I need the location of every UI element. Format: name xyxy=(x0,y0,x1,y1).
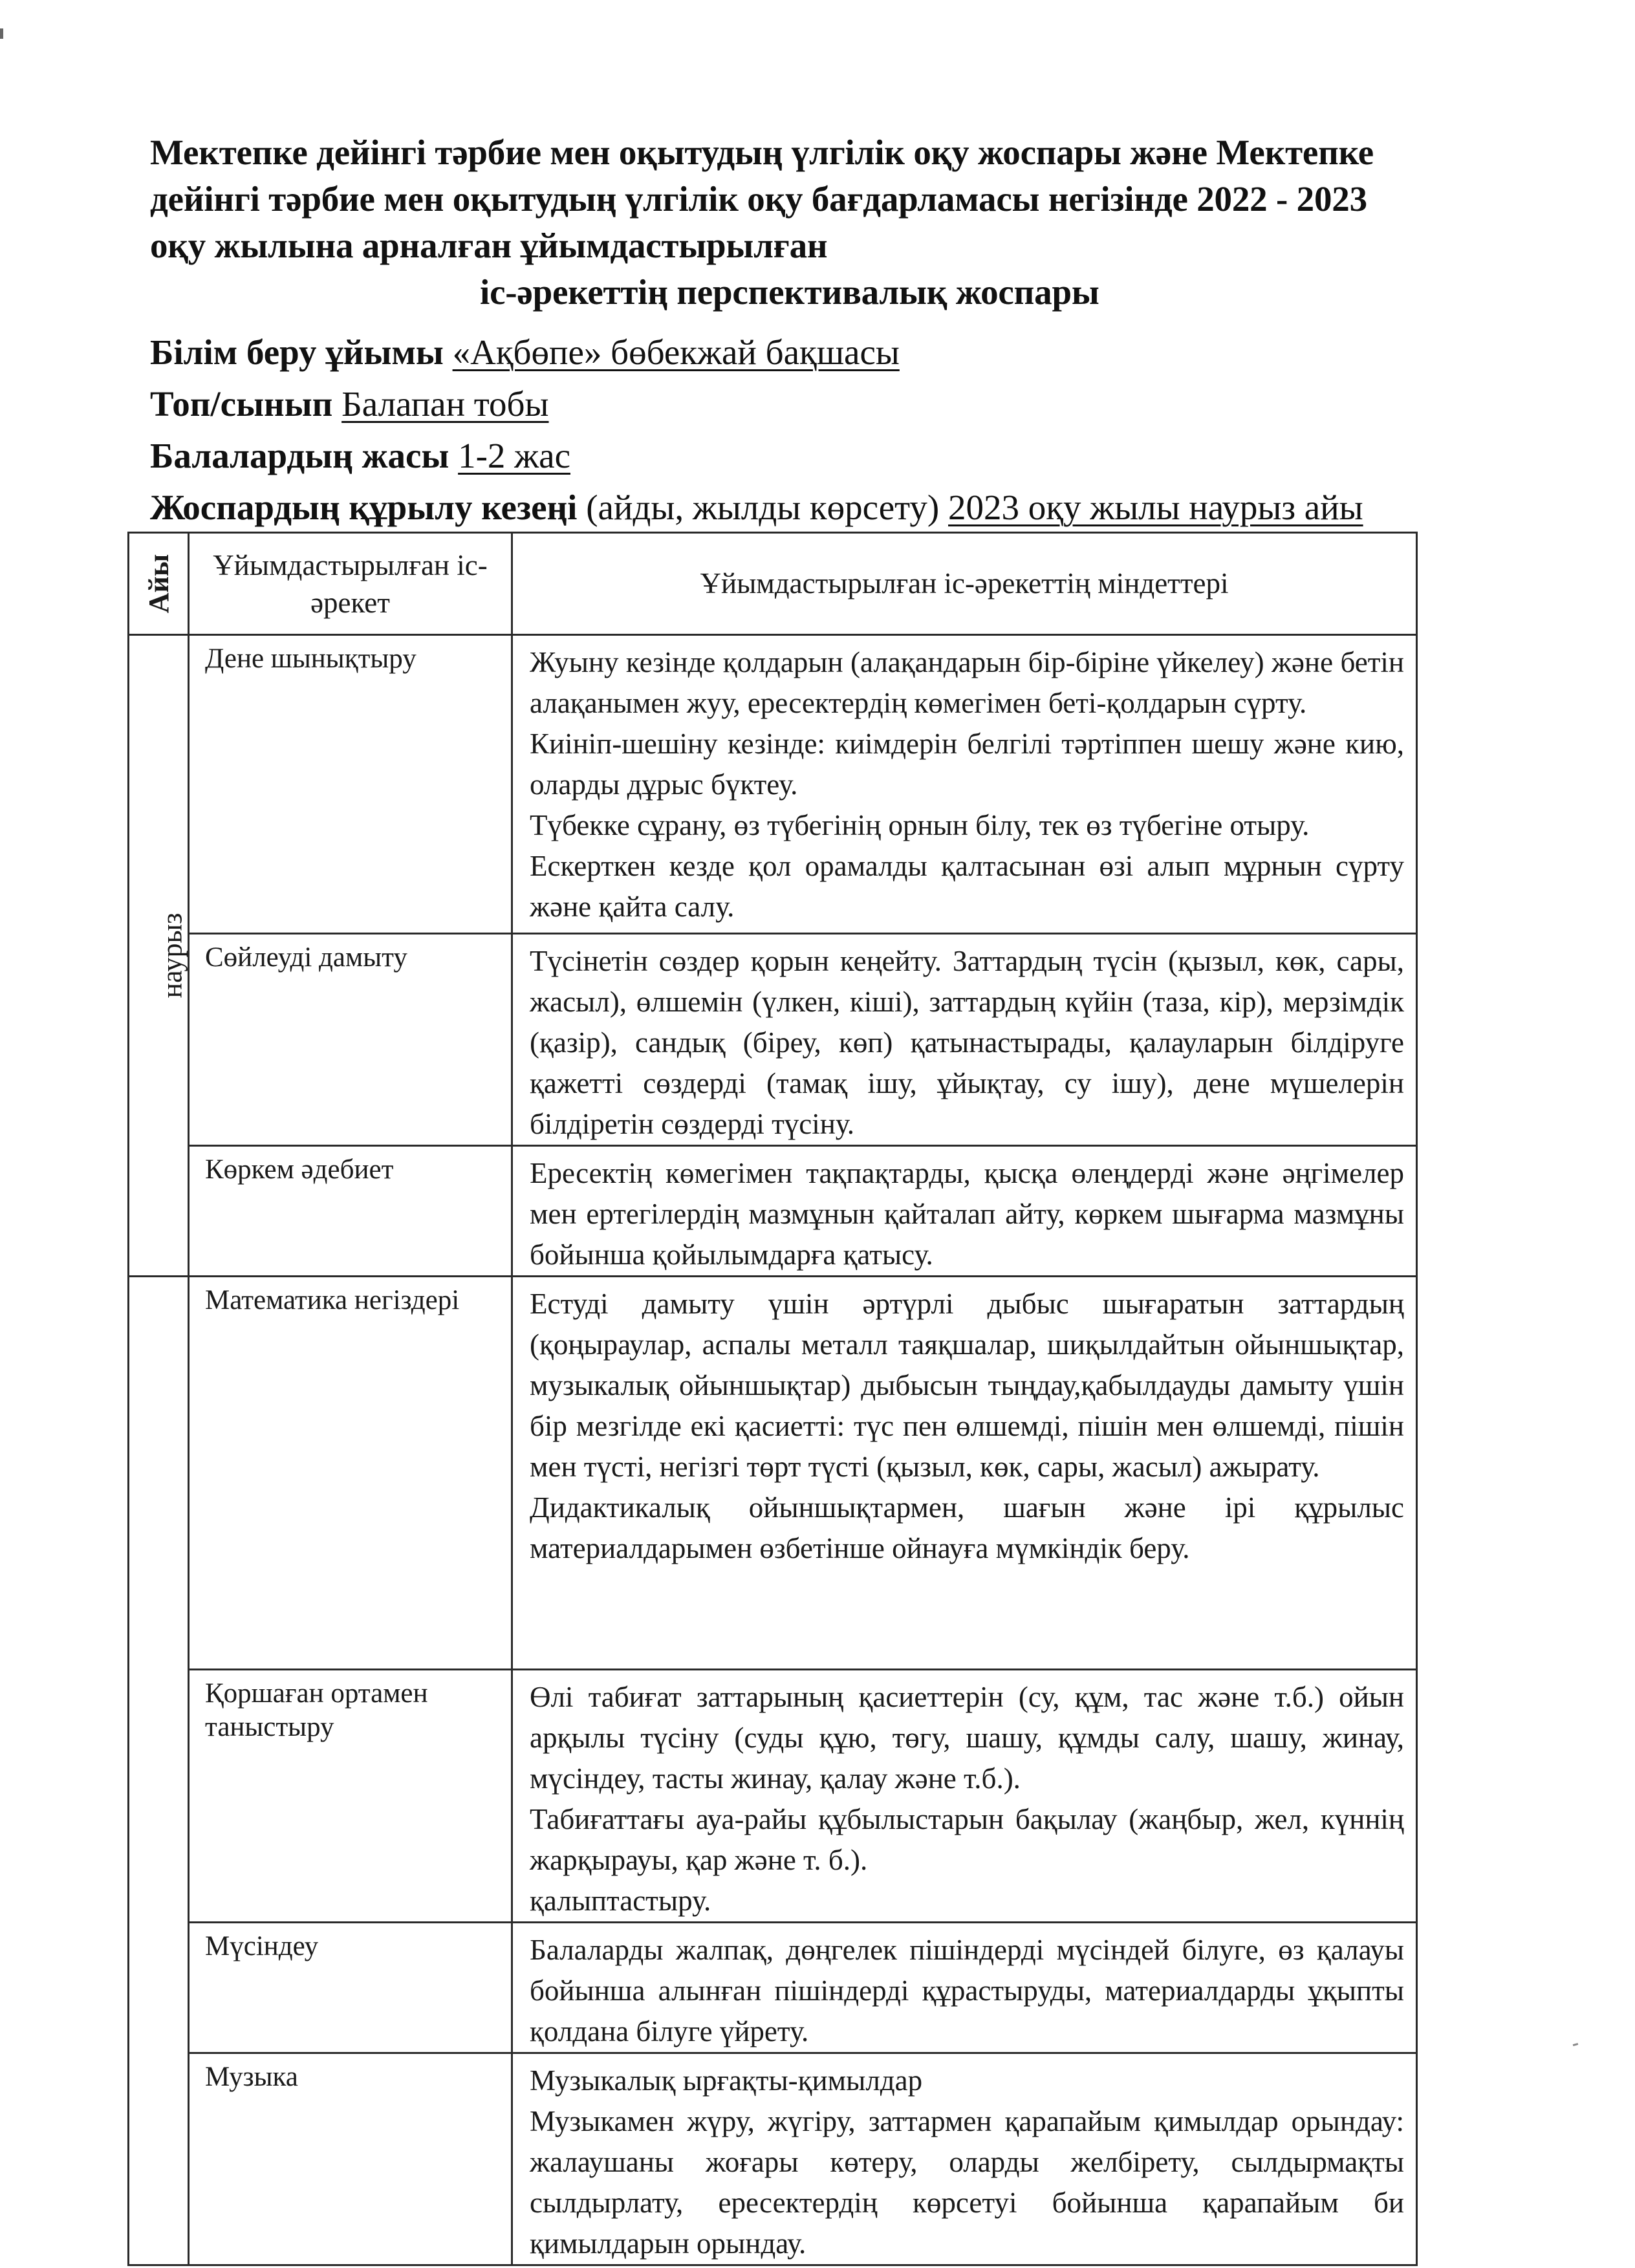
tasks-cell xyxy=(512,1277,1417,1670)
organization-label: Білім беру ұйымы xyxy=(150,332,444,372)
group-label: Топ/сынып xyxy=(150,384,333,424)
meta-age xyxy=(150,435,570,477)
task-paragraph: Ескерткен кезде қол орамалды қалтасынан өзі алып мұрнын сүрту және қайта салу. xyxy=(530,850,1404,923)
tasks-cell xyxy=(512,1670,1417,1923)
period-label: Жоспардың құрылу кезеңі xyxy=(150,488,578,527)
task-paragraph: Өлі табиғат заттарының қасиеттерін (су, құм, тас және т.б.) ойын арқылы түсіну (суды құю, төгу, шашу, құмды салу, шашу, жинау, мүсіндеу, тасты жинау, қалау және т.б.). xyxy=(530,1681,1404,1795)
activity-cell: Дене шынықтыру xyxy=(189,635,512,934)
task-paragraph: Жуыну кезінде қолдарын (алақандарын бір-біріне үйкелеу) және бетін алақанымен жуу, ересектердің көмегімен беті-қолдарын сүрту. xyxy=(530,646,1404,719)
tasks-cell xyxy=(512,2053,1417,2265)
title-center-line: іс-әрекеттің перспективалық жоспары xyxy=(480,272,1099,312)
header-month: Айы xyxy=(129,533,189,635)
title-line: оқу жылына арналған ұйымдастырылған xyxy=(150,226,828,265)
activity-cell: Көркем әдебиет xyxy=(189,1146,512,1277)
task-paragraph: Естуді дамыту үшін әртүрлі дыбыс шығаратын заттардың (қоңыраулар, аспалы металл таяқшалар, шиқылдайтын ойыншықтар, музыкалық ойыншықтар) дыбысын тыңдау,қабылдауды дамыту үшін бір мезгілде екі қасиетті: түс пен өлшемді, пішін мен өлшемді, пішін мен түсті, негізгі төрт түсті (қызыл, көк, сары, жасыл) ажырату. xyxy=(530,1288,1404,1483)
table-row xyxy=(129,635,1417,934)
header-tasks: Ұйымдастырылған іс-әрекеттің міндеттері xyxy=(512,533,1417,635)
group-value: Балапан тобы xyxy=(341,384,549,424)
month-cell xyxy=(129,635,189,1277)
task-paragraph: қалыптастыру. xyxy=(530,1885,711,1917)
activity-cell: Музыка xyxy=(189,2053,512,2265)
task-paragraph: Ересектің көмегімен тақпақтарды, қысқа өлеңдерді және әңгімелер мен ертегілердің мазмұнын қайталап айту, көркем шығарма мазмұны бойынша қойылымдарға қатысу. xyxy=(530,1157,1404,1271)
task-paragraph: Табиғаттағы ауа-райы құбылыстарын бақылау (жаңбыр, жел, күннің жарқырауы, қар және т. б.). xyxy=(530,1803,1404,1876)
table-row xyxy=(129,1670,1417,1923)
task-paragraph: Түсінетін сөздер қорын кеңейту. Заттардың түсін (қызыл, көк, сары, жасыл), өлшемін (үлкен, кіші), заттардың күйін (таза, кір), мерзімдік (қазір), сандық (біреу, көп) қатынастырады, қалауларын білдіруге қажетті сөздерді (тамақ ішу, ұйықтау, су ішу), дене мүшелерін білдіретін сөздерді түсіну. xyxy=(530,945,1404,1140)
table-row xyxy=(129,934,1417,1146)
meta-organization xyxy=(150,331,900,374)
table-row xyxy=(129,1277,1417,1670)
tasks-cell xyxy=(512,934,1417,1146)
period-hint: (айды, жылды көрсету) xyxy=(586,488,940,527)
task-paragraph: Түбекке сұрану, өз түбегінің орнын білу, тек өз түбегіне отыру. xyxy=(530,809,1310,841)
table-row xyxy=(129,1923,1417,2053)
meta-group xyxy=(150,383,549,426)
age-label: Балалардың жасы xyxy=(150,436,449,475)
plan-table xyxy=(127,532,1418,2266)
task-paragraph: Музыкалық ырғақты-қимылдар xyxy=(530,2064,923,2097)
title-line: Мектепке дейінгі тәрбие мен оқытудың үлгілік оқу жоспары және Мектепке xyxy=(150,133,1374,172)
month-label: наурыз xyxy=(156,913,188,999)
table-row xyxy=(129,2053,1417,2265)
activity-cell: Қоршаған ортамен таныстыру xyxy=(189,1670,512,1923)
meta-period xyxy=(150,486,1363,529)
task-paragraph: Музыкамен жүру, жүгіру, заттармен қарапайым қимылдар орындау: жалаушаны жоғары көтеру, оларды желбірету, сылдырмақты сылдырлату, ересектердің көрсетуі бойынша қарапайым би қимылдарын орындау. xyxy=(530,2105,1404,2260)
task-paragraph: Балаларды жалпақ, дөңгелек пішіндерді мүсіндей білуге, өз қалауы бойынша алынған пішіндерді құрастыруды, материалдарды ұқыпты қолдана білуге үйрету. xyxy=(530,1934,1404,2047)
task-paragraph: Дидактикалық ойыншықтармен, шағын және ірі құрылыс материалдарымен өзбетінше ойнауға мүмкіндік беру. xyxy=(530,1491,1404,1564)
tasks-cell xyxy=(512,1923,1417,2053)
scan-artifact xyxy=(1573,2043,1579,2046)
activity-cell: Сөйлеуді дамыту xyxy=(189,934,512,1146)
tasks-cell xyxy=(512,1146,1417,1277)
month-cell-empty xyxy=(129,1277,189,2265)
task-paragraph: Киініп-шешіну кезінде: киімдерін белгілі тәртіппен шешу және кию, оларды дұрыс бүктеу. xyxy=(530,728,1404,801)
activity-cell: Мүсіндеу xyxy=(189,1923,512,2053)
table-row xyxy=(129,1146,1417,1277)
title-line: дейінгі тәрбие мен оқытудың үлгілік оқу бағдарламасы негізінде 2022 - 2023 xyxy=(150,179,1367,219)
period-value: 2023 оқу жылы наурыз айы xyxy=(948,488,1363,527)
scan-artifact xyxy=(0,28,3,39)
organization-value: «Ақбөпе» бөбекжай бақшасы xyxy=(452,332,900,372)
activity-cell: Математика негіздері xyxy=(189,1277,512,1670)
document-title xyxy=(150,129,1489,316)
age-value: 1-2 жас xyxy=(458,436,570,475)
tasks-cell xyxy=(512,635,1417,934)
header-activity: Ұйымдастырылған іс-әрекет xyxy=(189,533,512,635)
table-header-row xyxy=(129,533,1417,635)
